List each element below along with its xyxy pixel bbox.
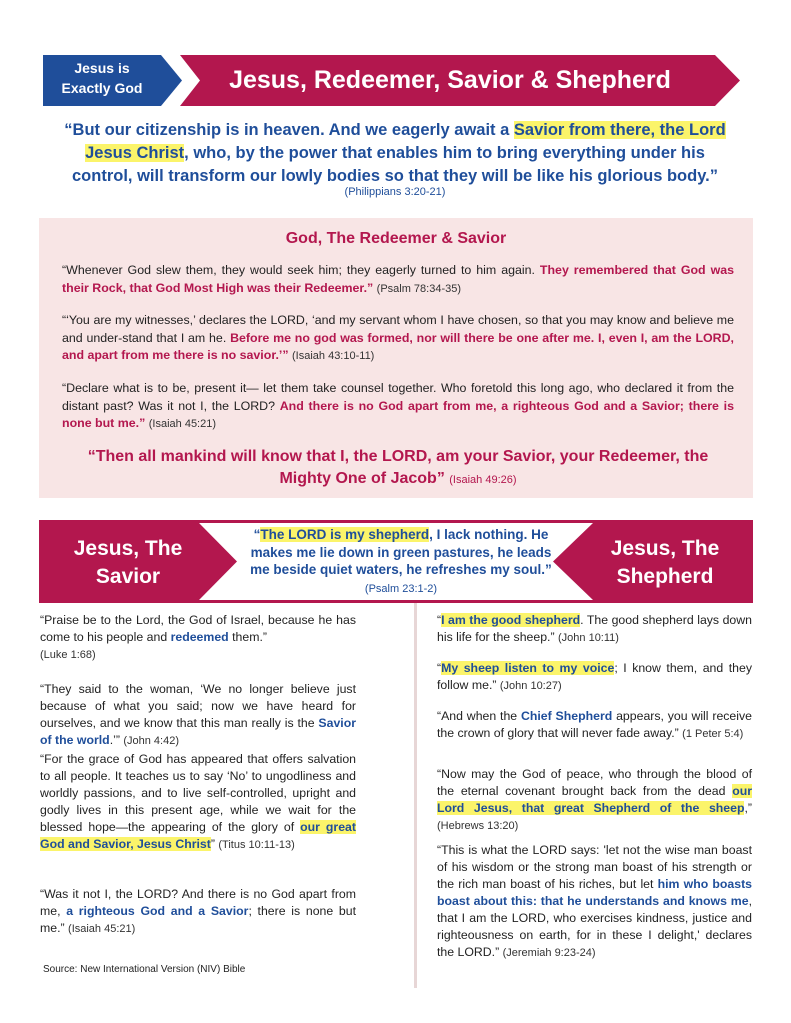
quote-text-end: them.”	[228, 630, 267, 644]
top-quote-part2: , who, by the power that enables him to bring everything under his control, will transform our lowly bodies so that they will be like his glorious body.”	[71, 144, 719, 185]
redeemer-quote-1	[62, 262, 734, 298]
savior-heading	[48, 535, 208, 591]
quote-text: “Now may the God of peace, who through the blood of the eternal covenant brought back from the dead	[437, 767, 752, 798]
quote-text-end: ; there is none but me.”	[40, 904, 356, 935]
shepherd-quote-3	[437, 708, 752, 743]
quote-reference: (Jeremiah 9:23-24)	[502, 947, 596, 959]
quote-reference: (John 10:11)	[558, 632, 619, 644]
featured-quote-reference: (Isaiah 49:26)	[449, 474, 517, 486]
savior-quote-1	[40, 612, 356, 664]
source-note: Source: New International Version (NIV) Bible	[43, 964, 246, 975]
quote-reference: (Isaiah 45:21)	[68, 923, 136, 935]
band-bottom-rule	[39, 600, 753, 603]
shepherd-heading-line2: Shepherd	[616, 565, 714, 588]
quote-text: “Was it not I, the LORD? And there is no God apart from me,	[40, 887, 356, 918]
quote-reference: (1 Peter 5:4)	[682, 728, 744, 740]
shepherd-quote-4	[437, 766, 752, 835]
savior-heading-line2: Savior	[95, 565, 161, 588]
quote-emphasis: Chief Shepherd	[520, 709, 613, 723]
quote-reference: (Isaiah 45:21)	[148, 418, 217, 430]
badge-label	[43, 58, 161, 103]
quote-text: ; I know them, and they follow me.”	[437, 661, 752, 692]
quote-emphasis: And there is no God apart from me, a righteous God and a Savior; there is none but me	[62, 398, 734, 430]
savior-quote-2	[40, 681, 356, 750]
redeemer-quote-3	[62, 380, 734, 434]
quote-highlight: I am the good shepherd	[441, 613, 581, 627]
savior-quote-3	[40, 751, 356, 854]
psalm-highlight: The LORD is my shepherd	[260, 527, 430, 542]
quote-text-end: .’”	[109, 733, 120, 747]
top-quote-part1: “But our citizenship is in heaven. And we eagerly await a	[64, 121, 514, 139]
psalm-reference: (Psalm 23:1-2)	[364, 582, 438, 595]
psalm-open: “	[253, 527, 261, 542]
quote-emphasis: They remembered that God was their Rock, that God Most High was their Redeemer	[62, 263, 734, 295]
quote-text-end: ,”	[744, 801, 752, 815]
quote-emphasis: a righteous God and a Savior	[66, 904, 249, 918]
quote-text: “Praise be to the Lord, the God of Israel, because he has come to his people and	[40, 613, 356, 644]
quote-text: “They said to the woman, ‘We no longer believe just because of what you said; now we have heard for ourselves, and we know that this man really is the	[40, 682, 356, 730]
quote-text: . The good shepherd lays down his life for the sheep.”	[437, 613, 752, 644]
shepherd-heading-line1: Jesus, The	[610, 537, 720, 560]
quote-reference: (Isaiah 43:10-11)	[292, 350, 375, 362]
psalm-text: , I lack nothing. He makes me lie down in green pastures, he leads me beside quiet waters, he refreshes my soul	[250, 527, 552, 577]
quote-open: “	[437, 613, 442, 627]
shepherd-quote-1	[437, 612, 752, 647]
redeemer-featured-quote	[62, 446, 734, 491]
top-quote	[55, 119, 735, 188]
quote-text: “Whenever God slew them, they would seek him; they eagerly turned to him again.	[62, 263, 540, 277]
page-title: Jesus, Redeemer, Savior & Shepherd	[229, 66, 671, 94]
quote-reference: (Psalm 78:34-35)	[376, 282, 462, 295]
quote-emphasis: him who boasts boast about this: that he understands and knows me	[437, 877, 753, 908]
quote-text-end: , that I am the LORD, who exercises kindness, justice and righteousness on earth, for in these I delight,' declares the LORD.”	[437, 894, 752, 959]
featured-quote-text: “Then all mankind will know that I, the LORD, am your Savior, your Redeemer, the Mighty One of Jacob”	[87, 448, 709, 487]
redeemer-quote-2	[62, 312, 734, 366]
quote-close: .”	[135, 416, 146, 430]
column-divider	[414, 603, 417, 988]
quote-text-end: ”	[210, 837, 215, 851]
quote-emphasis: redeemed	[170, 630, 229, 644]
quote-text: “‘You are my witnesses,’ declares the LORD, ‘and my servant whom I have chosen, so that you may know and believe me and under-stand that I am he.	[62, 313, 734, 345]
quote-reference: (John 10:27)	[499, 680, 562, 692]
quote-highlight: My sheep listen to my voice	[441, 661, 615, 675]
quote-text: “Declare what is to be, present it— let them take counsel together. Who foretold this long ago, who declared it from the distant past? Was it not I, the LORD?	[62, 381, 734, 413]
quote-reference: (John 4:42)	[123, 735, 180, 747]
quote-emphasis: Before me no god was formed, nor will there be one after me. I, even I, am the LORD, and apart from me there is no savior.	[62, 330, 734, 362]
shepherd-quote-5	[437, 842, 752, 962]
savior-quote-4	[40, 886, 356, 938]
quote-close: .”	[363, 280, 374, 295]
quote-reference: (Titus 10:11-13)	[218, 839, 295, 851]
shepherd-heading	[590, 535, 740, 591]
quote-text: “For the grace of God has appeared that offers salvation to all people. It teaches us to say ‘No’ to ungodliness and worldly passions, and to live self-controlled, upright and godly lives in this present age, while we wait for the blessed hope—the appearing of the glory of	[40, 752, 356, 834]
quote-close: ’”	[278, 348, 289, 362]
savior-heading-line1: Jesus, The	[73, 537, 183, 560]
psalm-close: .”	[541, 562, 552, 577]
quote-reference: (Luke 1:68)	[40, 649, 96, 661]
badge-line1: Jesus is	[74, 60, 130, 76]
quote-text-end: appears, you will receive the crown of glory that will never fade away.”	[437, 709, 752, 740]
quote-highlight: our Lord Jesus, that great Shepherd of the sheep	[437, 784, 752, 815]
top-quote-reference: (Philippians 3:20-21)	[344, 186, 446, 198]
quote-text: “This is what the LORD says: 'let not the wise man boast of his wisdom or the strong man boast of his strength or the rich man boast of his riches, but let	[437, 843, 752, 891]
quote-open: “	[437, 661, 442, 675]
top-quote-highlight: Savior from there, the Lord Jesus Christ	[85, 121, 726, 162]
quote-highlight: our great God and Savior, Jesus Christ	[40, 820, 356, 851]
quote-reference: (Hebrews 13:20)	[437, 820, 519, 832]
quote-text: “And when the	[437, 709, 521, 723]
shepherd-quote-2	[437, 660, 752, 695]
quote-emphasis: Savior of the world	[40, 716, 356, 747]
badge-line2: Exactly God	[61, 80, 143, 96]
psalm-quote	[245, 526, 557, 598]
redeemer-panel-title: God, The Redeemer & Savior	[285, 230, 507, 247]
